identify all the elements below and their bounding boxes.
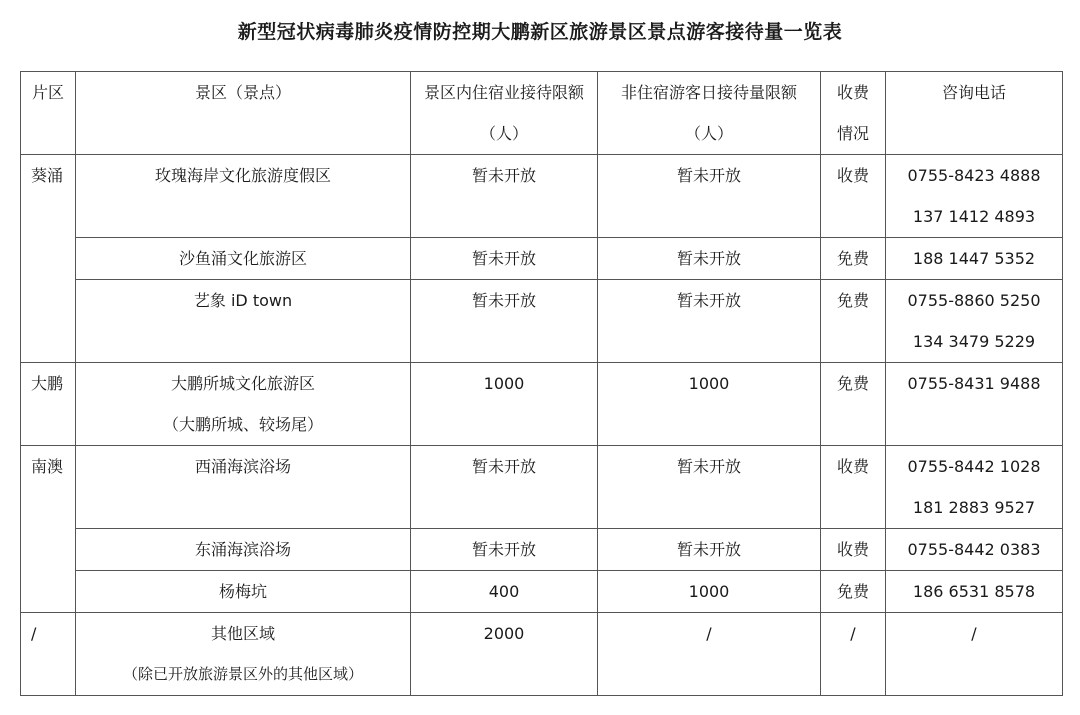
phone-cell [886,571,1063,613]
scenic-note: （大鹏所城、较场尾） [162,415,323,434]
table-row [21,363,1063,446]
fee-status: 收费 [821,155,886,238]
fee-status: 免费 [821,238,886,280]
lodging-limit: 1000 [411,363,598,446]
header-day-limit [598,72,821,155]
day-visitor-limit: 1000 [598,571,821,613]
phone-cell [886,363,1063,446]
table-row [21,238,1063,280]
fee-status: / [821,613,886,696]
phone-cell [886,238,1063,280]
fee-status: 免费 [821,571,886,613]
scenic-name: 东涌海滨浴场 [76,529,411,571]
scenic-name: 大鹏所城文化旅游区 [170,374,315,393]
header-lodging-unit: （人） [479,124,528,143]
phone-number: 181 2883 9527 [912,498,1036,517]
day-visitor-limit: 暂未开放 [598,280,821,363]
fee-status: 免费 [821,363,886,446]
day-visitor-limit: / [598,613,821,696]
phone-cell [886,155,1063,238]
day-visitor-limit: 1000 [598,363,821,446]
fee-status: 收费 [821,529,886,571]
page-title: 新型冠状病毒肺炎疫情防控期大鹏新区旅游景区景点游客接待量一览表 [237,21,843,43]
phone-number: 0755-8431 9488 [907,374,1041,393]
phone-number: / [971,624,977,643]
phone-cell [886,613,1063,696]
day-visitor-limit: 暂未开放 [598,155,821,238]
header-scenic: 景区（景点） [76,72,411,155]
header-fee-line2: 情况 [836,124,869,143]
phone-number: 0755-8442 0383 [907,540,1041,559]
scenic-note: （除已开放旅游景区外的其他区域） [122,665,363,683]
header-district: 片区 [21,72,76,155]
table-row [21,155,1063,238]
table-row [21,613,1063,696]
lodging-limit: 2000 [411,613,598,696]
scenic-name: 杨梅坑 [76,571,411,613]
phone-number: 137 1412 4893 [912,207,1036,226]
lodging-limit: 暂未开放 [411,280,598,363]
district-cell: 大鹏 [21,363,76,446]
scenic-name: 其他区域 [210,624,275,643]
phone-number: 188 1447 5352 [912,249,1036,268]
table-row [21,571,1063,613]
header-lodging-label: 景区内住宿业接待限额 [423,83,584,102]
district-cell: / [21,613,76,696]
scenic-name: 西涌海滨浴场 [76,446,411,529]
phone-cell [886,529,1063,571]
header-fee [821,72,886,155]
scenic-cell [76,363,411,446]
lodging-limit: 暂未开放 [411,446,598,529]
scenic-name: 玫瑰海岸文化旅游度假区 [76,155,411,238]
fee-status: 收费 [821,446,886,529]
header-fee-line1: 收费 [836,83,869,102]
phone-cell [886,446,1063,529]
phone-number: 186 6531 8578 [912,582,1036,601]
day-visitor-limit: 暂未开放 [598,238,821,280]
phone-number: 0755-8423 4888 [907,166,1041,185]
lodging-limit: 暂未开放 [411,238,598,280]
phone-number: 0755-8860 5250 [907,291,1041,310]
header-lodging-limit [411,72,598,155]
day-visitor-limit: 暂未开放 [598,529,821,571]
header-phone: 咨询电话 [886,72,1063,155]
scenic-name: 沙鱼涌文化旅游区 [76,238,411,280]
table-row [21,446,1063,529]
lodging-limit: 暂未开放 [411,529,598,571]
lodging-limit: 暂未开放 [411,155,598,238]
district-cell: 南澳 [21,446,76,613]
phone-cell [886,280,1063,363]
phone-number: 134 3479 5229 [912,332,1036,351]
header-row [21,72,1063,155]
table-row [21,280,1063,363]
day-visitor-limit: 暂未开放 [598,446,821,529]
capacity-table [20,71,1063,696]
table-row [21,529,1063,571]
scenic-cell [76,613,411,696]
lodging-limit: 400 [411,571,598,613]
scenic-name: 艺象 iD town [76,280,411,363]
header-day-label: 非住宿游客日接待量限额 [620,83,797,102]
district-cell: 葵涌 [21,155,76,363]
phone-number: 0755-8442 1028 [907,457,1041,476]
fee-status: 免费 [821,280,886,363]
header-day-unit: （人） [684,124,733,143]
